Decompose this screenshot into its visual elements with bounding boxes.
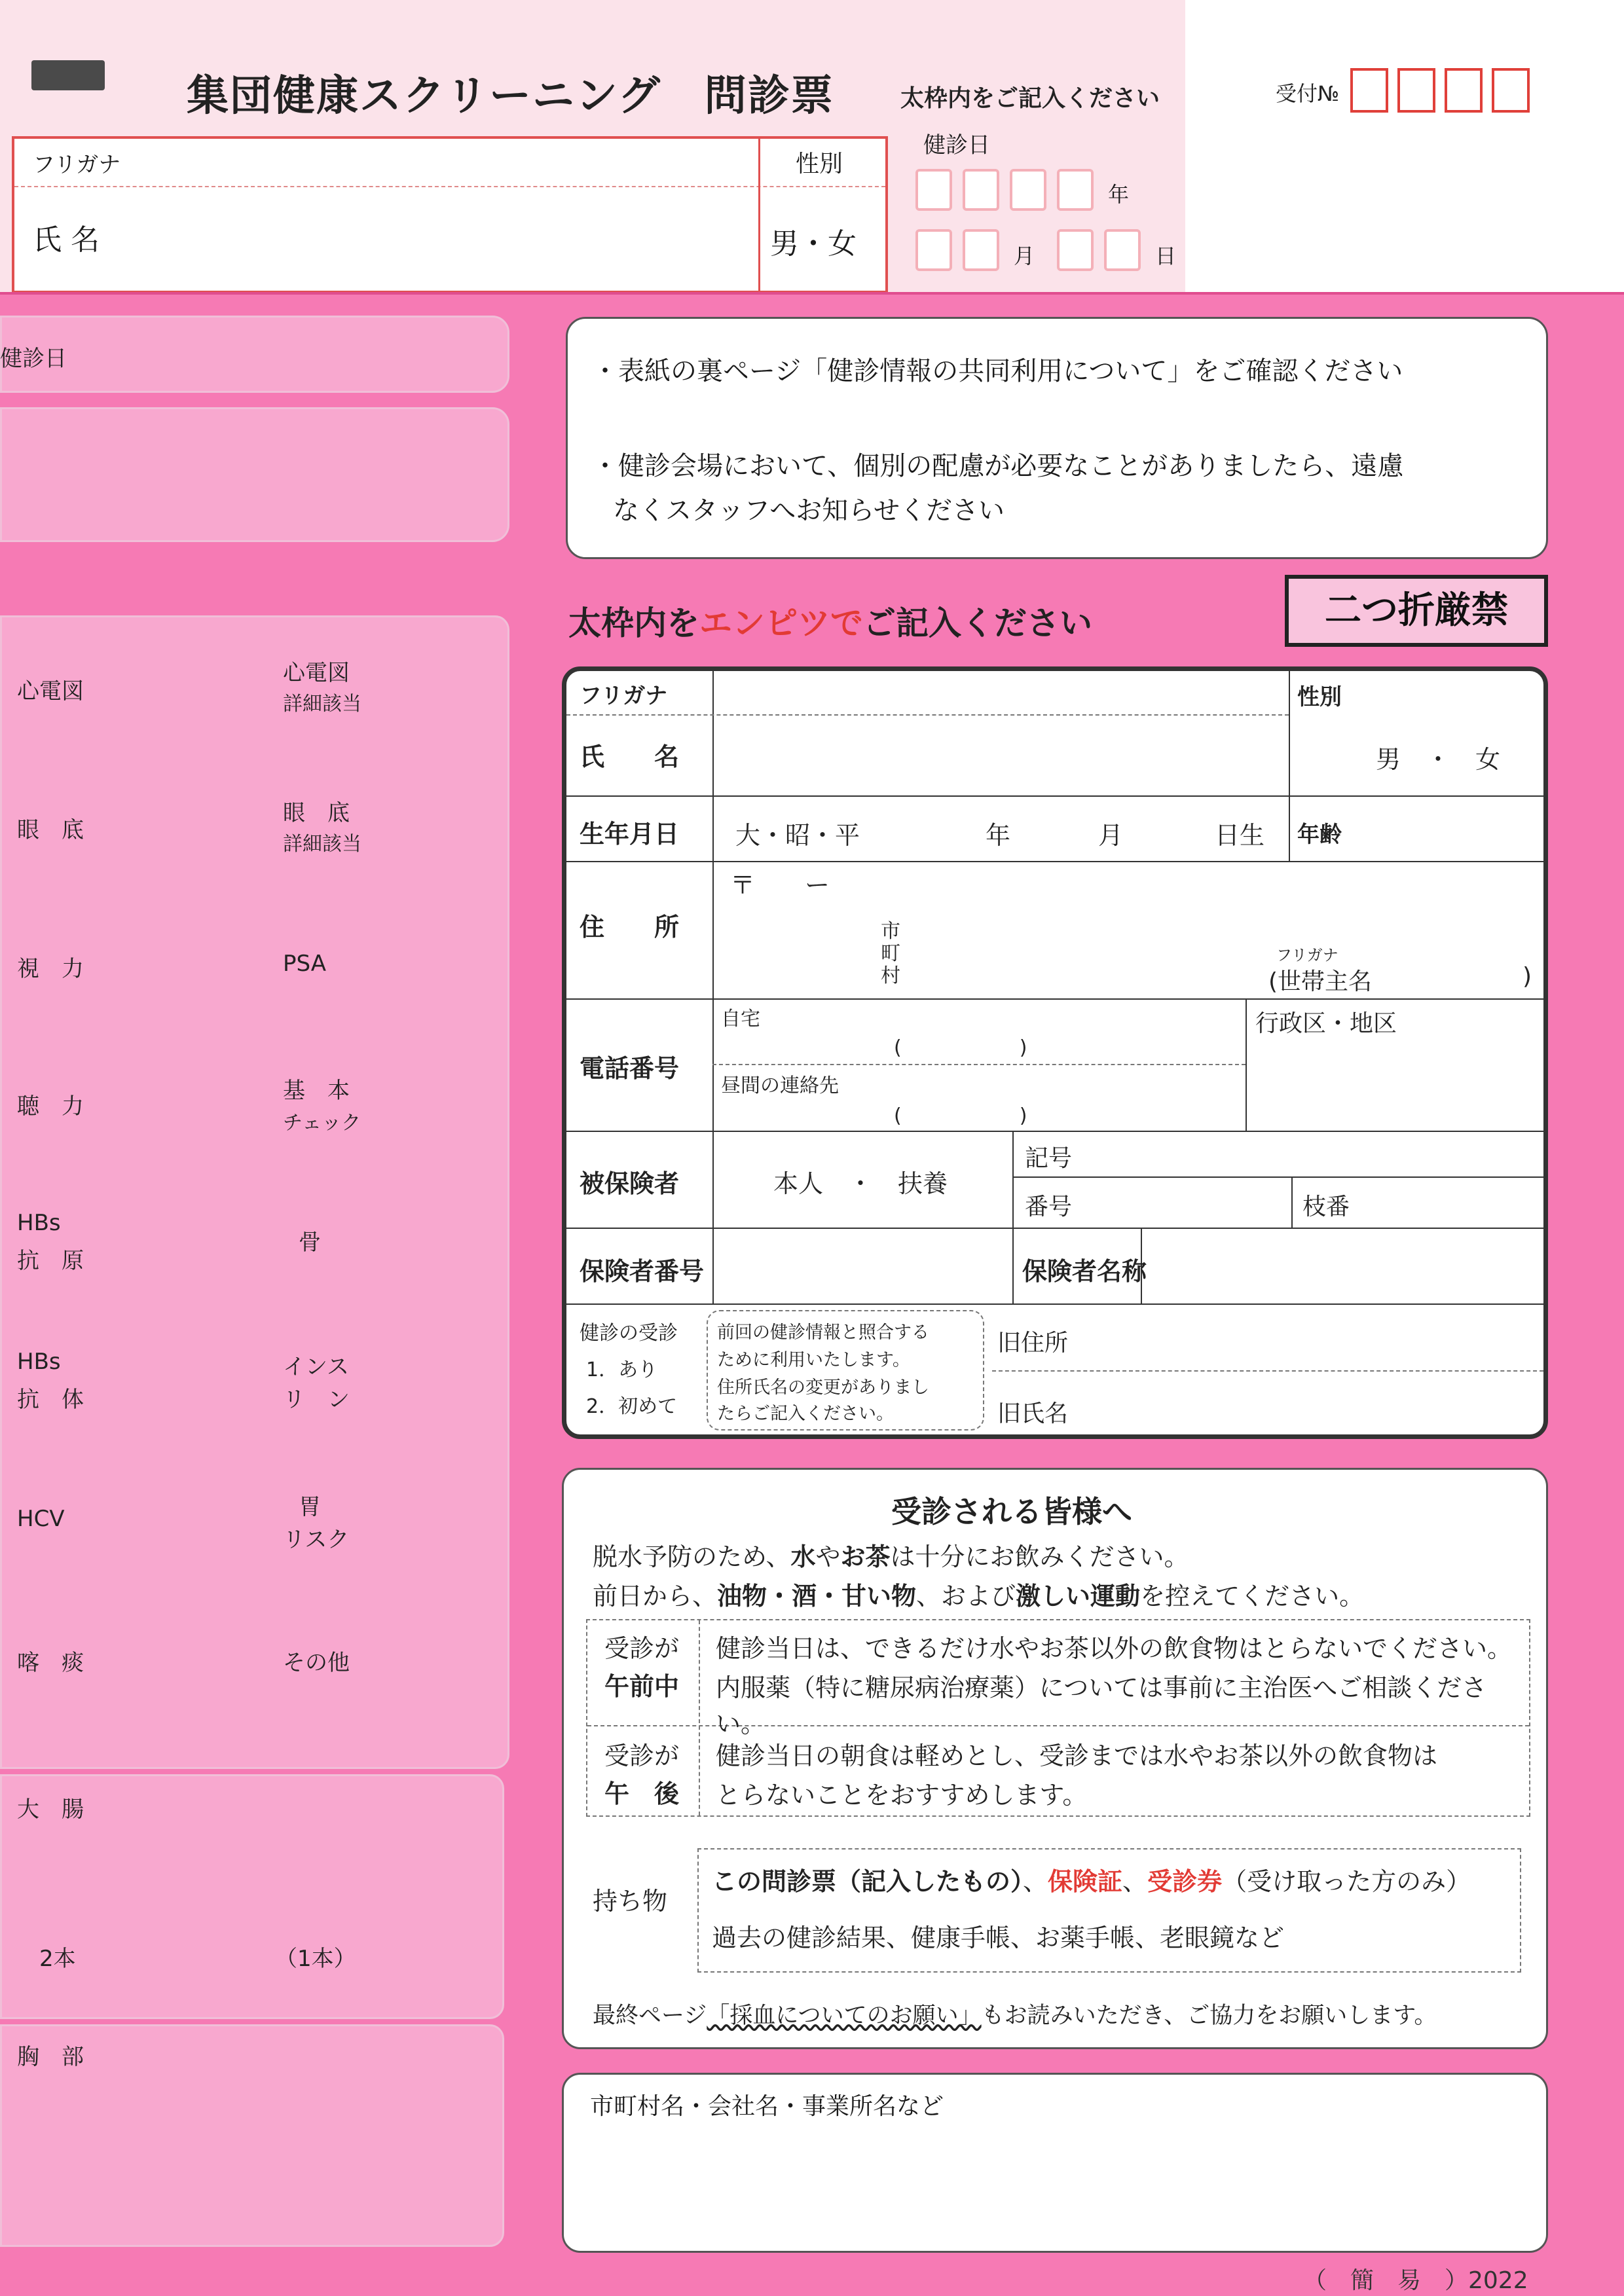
- pm-text-2: とらないことをおすすめします。: [716, 1781, 1088, 1810]
- month-label: 月: [1014, 244, 1035, 268]
- form-home-phone-paren: ( ): [894, 1036, 1027, 1059]
- top-name-label: 氏 名: [33, 223, 100, 257]
- form-symbol-label: 記号: [1025, 1145, 1073, 1172]
- pm-text-1: 健診当日の朝食は軽めとし、受診までは水やお茶以外の飲食物は: [716, 1741, 1438, 1770]
- vision-label: 視 力: [17, 956, 84, 982]
- form-phone-label: 電話番号: [580, 1054, 680, 1083]
- form-address-label: 住 所: [580, 913, 680, 941]
- form-insured-label: 被保険者: [580, 1169, 680, 1198]
- text: 「採血についてのお願い」: [707, 2003, 982, 2029]
- form-branch-label: 枝番: [1302, 1194, 1350, 1220]
- bring-items: [697, 1848, 1521, 1973]
- info-line-2-cont: なくスタッフへお知らせください: [613, 496, 1005, 526]
- form-head-furigana: フリガナ: [1276, 946, 1338, 964]
- info-line-1: ・表紙の裏ページ「健診情報の共同利用について」をご確認ください: [592, 356, 1403, 386]
- sheet-edge: [0, 292, 1624, 295]
- am-label-1: 受診が: [604, 1634, 680, 1663]
- stomach-sub: リスク: [283, 1527, 350, 1553]
- exam-date-label: 健診日: [923, 132, 990, 158]
- colon-2-label: 2本: [39, 1946, 76, 1972]
- top-subtitle: 太枠内をご記入ください: [900, 85, 1160, 112]
- text: お茶: [840, 1542, 891, 1571]
- text: （受け取った方のみ）: [1222, 1867, 1471, 1896]
- bring-line-1: [712, 1861, 1471, 1897]
- day-label: 日: [1155, 244, 1177, 268]
- note-line: たらご記入ください。: [717, 1404, 894, 1424]
- reception-number-box[interactable]: [1350, 68, 1388, 113]
- form-old-address-label: 旧住所: [997, 1330, 1069, 1357]
- text: は十分にお飲みください。: [890, 1542, 1189, 1571]
- text: 受診券: [1147, 1867, 1223, 1896]
- basic-check-sub: チェック: [283, 1112, 361, 1135]
- colon-1-label: （1本）: [275, 1946, 356, 1972]
- bone-label: 骨: [299, 1230, 321, 1256]
- form-name-label: 氏 名: [580, 742, 680, 771]
- form-gender-label: 性別: [1297, 684, 1342, 710]
- form-home-phone-label: 自宅: [721, 1008, 760, 1030]
- text: や: [815, 1542, 841, 1571]
- hbs-antigen-sub: 抗 原: [17, 1248, 84, 1274]
- form-history-1[interactable]: 1．あり: [586, 1358, 658, 1381]
- fundus-label: 眼 底: [17, 817, 84, 843]
- year-label: 年: [1108, 182, 1130, 207]
- sputum-label: 喀 痰: [17, 1650, 84, 1676]
- left-results-box: [0, 615, 509, 1769]
- insulin-sub: リ ン: [283, 1387, 350, 1413]
- form-furigana-label: フリガナ: [580, 683, 668, 709]
- ecg-detail-sub: 詳細該当: [283, 693, 361, 716]
- info-line-2: ・健診会場において、個別の配慮が必要なことがありましたら、遠慮: [592, 451, 1404, 481]
- top-furigana-label: フリガナ: [33, 152, 121, 178]
- exam-day-box[interactable]: [1104, 229, 1141, 271]
- reception-number-label: 受付№: [1276, 81, 1340, 106]
- fundus-detail-label: 眼 底: [283, 800, 350, 826]
- form-history-note: [707, 1310, 984, 1430]
- pencil-pre: 太枠内を: [568, 604, 699, 642]
- form-postal-mark: 〒 ー: [730, 871, 830, 900]
- colon-label: 大 腸: [17, 1796, 84, 1823]
- exam-time-table: [586, 1619, 1530, 1817]
- note-line: 住所氏名の変更がありまし: [717, 1377, 929, 1398]
- form-dob-year: 年: [986, 821, 1011, 850]
- exam-year-box[interactable]: [915, 169, 952, 211]
- form-ward-label: 行政区・地区: [1255, 1010, 1397, 1037]
- header-tab: [31, 60, 105, 90]
- hbs-antibody-sub: 抗 体: [17, 1387, 84, 1413]
- organization-label: 市町村名・会社名・事業所名など: [590, 2093, 944, 2120]
- organization-box[interactable]: [562, 2073, 1548, 2253]
- stomach-label: 胃: [299, 1494, 321, 1520]
- am-label-2: 午前中: [604, 1672, 680, 1701]
- form-gender-options[interactable]: 男 ・ 女: [1376, 745, 1501, 774]
- text: 前日から、: [593, 1582, 718, 1611]
- notice-line-2: [593, 1576, 1364, 1612]
- bring-line-2: 過去の健診結果、健康手帳、お薬手帳、老眼鏡など: [712, 1923, 1285, 1952]
- bring-label: 持ち物: [593, 1887, 668, 1916]
- exam-day-box[interactable]: [1057, 229, 1094, 271]
- form-number-label: 番号: [1025, 1194, 1073, 1220]
- pm-label-1: 受診が: [604, 1741, 680, 1770]
- note-line: ために利用いたします。: [717, 1350, 910, 1370]
- hearing-label: 聴 力: [17, 1093, 84, 1120]
- form-dob-label: 生年月日: [580, 820, 680, 848]
- page-title: 集団健康スクリーニング 問診票: [187, 72, 834, 120]
- no-fold-badge: 二つ折厳禁: [1285, 575, 1548, 647]
- pencil-instruction: [568, 597, 1092, 644]
- form-city-2: 町: [881, 942, 900, 965]
- ecg-detail-label: 心電図: [283, 660, 350, 686]
- exam-month-box[interactable]: [963, 229, 999, 271]
- form-insurer-no-label: 保険者番号: [580, 1257, 705, 1286]
- text: 水: [790, 1542, 816, 1571]
- other-label: その他: [283, 1650, 350, 1676]
- notice-box: [562, 1468, 1548, 2049]
- notice-title: 受診される皆様へ: [891, 1494, 1132, 1529]
- pm-label-2: 午 後: [604, 1779, 680, 1808]
- main-form: [562, 666, 1548, 1439]
- form-city-3: 村: [881, 964, 900, 987]
- form-daytime-phone-paren: ( ): [894, 1104, 1027, 1127]
- form-head-close: ): [1522, 963, 1532, 990]
- text: 最終ページ: [593, 2003, 707, 2029]
- top-name-frame: [12, 136, 888, 293]
- footer-edition: （ 簡 易 ）2022: [1303, 2267, 1528, 2294]
- hbs-antigen-label: HBs: [17, 1210, 61, 1236]
- text: 脱水予防のため、: [593, 1542, 791, 1571]
- exam-year-box[interactable]: [1010, 169, 1046, 211]
- text: 保険証: [1048, 1867, 1123, 1896]
- psa-label: PSA: [283, 951, 326, 977]
- hbs-antibody-label: HBs: [17, 1349, 61, 1375]
- top-gender-label: 性別: [796, 151, 843, 177]
- form-insurer-name-label: 保険者名称: [1022, 1257, 1147, 1286]
- top-gender-options[interactable]: 男・女: [770, 227, 857, 261]
- left-box: [0, 407, 509, 542]
- form-history-2[interactable]: 2．初めて: [586, 1395, 678, 1418]
- text: もお読みいただき、ご協力をお願いします。: [981, 2003, 1437, 2029]
- form-era-options[interactable]: 大・昭・平: [735, 821, 860, 850]
- text: 激しい運動: [1016, 1582, 1141, 1611]
- ecg-label: 心電図: [17, 678, 84, 704]
- form-head-label: (世帯主名: [1268, 968, 1373, 995]
- chest-label: 胸 部: [17, 2044, 84, 2070]
- am-text-2: 内服薬（特に糖尿病治療薬）については事前に主治医へご相談ください。: [716, 1673, 1487, 1738]
- reception-number-box[interactable]: [1397, 68, 1435, 113]
- text: 、: [1023, 1867, 1048, 1896]
- text: 、および: [916, 1582, 1016, 1611]
- reception-number-box[interactable]: [1445, 68, 1483, 113]
- exam-year-box[interactable]: [963, 169, 999, 211]
- reception-number-box[interactable]: [1492, 68, 1530, 113]
- notice-line-1: [593, 1537, 1189, 1573]
- form-old-name-label: 旧氏名: [997, 1400, 1069, 1427]
- pencil-red: エンピツで: [699, 604, 863, 642]
- left-exam-date-label: 健診日: [0, 346, 67, 372]
- form-daytime-phone-label: 昼間の連絡先: [721, 1074, 839, 1097]
- form-age-label: 年齢: [1297, 822, 1342, 848]
- fundus-detail-sub: 詳細該当: [283, 833, 361, 856]
- notice-last-line: [593, 1997, 1437, 2030]
- exam-year-box[interactable]: [1057, 169, 1094, 211]
- text: 、: [1122, 1867, 1148, 1896]
- left-exam-date-box: [0, 316, 509, 393]
- form-history-label: 健診の受診: [580, 1322, 678, 1345]
- form-dob-day: 日生: [1215, 821, 1265, 850]
- basic-check-label: 基 本: [283, 1078, 350, 1104]
- text: この問診票（記入したもの）: [712, 1867, 1024, 1896]
- text: 油物・酒・甘い物: [717, 1582, 917, 1611]
- hcv-label: HCV: [17, 1506, 65, 1532]
- form-insured-options[interactable]: 本人 ・ 扶養: [773, 1169, 948, 1198]
- insulin-label: インス: [283, 1354, 349, 1380]
- am-text-1: 健診当日は、できるだけ水やお茶以外の飲食物はとらないでください。: [716, 1634, 1513, 1663]
- page-edge: [1185, 0, 1624, 308]
- exam-month-box[interactable]: [915, 229, 952, 271]
- form-city-1: 市: [881, 920, 900, 943]
- text: を控えてください。: [1140, 1582, 1365, 1611]
- note-line: 前回の健診情報と照合する: [717, 1322, 929, 1343]
- form-dob-month: 月: [1098, 821, 1124, 850]
- pencil-post: ご記入ください: [863, 604, 1092, 642]
